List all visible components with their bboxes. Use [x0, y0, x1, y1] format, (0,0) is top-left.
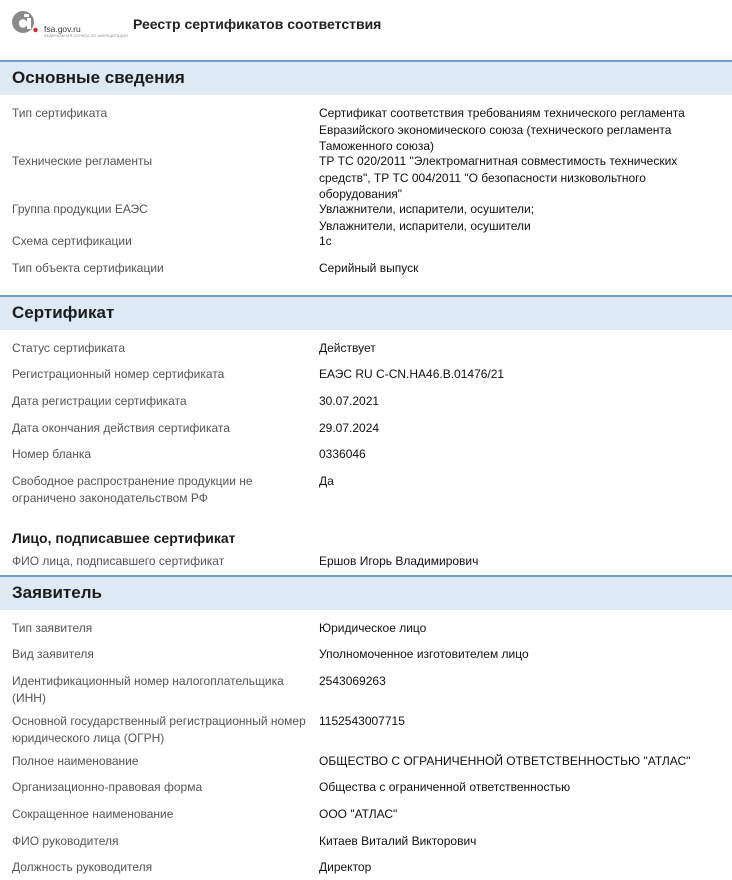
field-value: Директор	[319, 860, 372, 874]
field-value: Увлажнители, испарители, осушители; Увлажнители, испарители, осушители	[319, 202, 535, 233]
field-value: 1152543007715	[319, 714, 405, 728]
field-label: Свободное распространение продукции не ограничено законодательством РФ	[12, 474, 253, 505]
field-label: ФИО руководителя	[12, 834, 119, 848]
field-label: Тип сертификата	[12, 106, 108, 120]
field-label: Основной государственный регистрационный номер юридического лица (ОГРН)	[12, 714, 306, 745]
field-label: Сокращенное наименование	[12, 807, 174, 821]
field-value: 29.07.2024	[319, 421, 380, 435]
field-label: Регистрационный номер сертификата	[12, 367, 225, 381]
fsa-logo-icon	[10, 9, 40, 35]
field-label: Номер бланка	[12, 447, 92, 461]
field-value: Сертификат соответствия требованиям технического регламента Евразийского экономического союза (технического регламента Таможенного союза)	[319, 106, 685, 153]
section-header-basic	[0, 60, 732, 95]
section-divider	[0, 295, 732, 297]
section-title-applicant: Заявитель	[12, 583, 102, 602]
field-value: 2543069263	[319, 674, 386, 688]
field-label: Схема сертификации	[12, 234, 132, 248]
section-title-basic: Основные сведения	[12, 68, 185, 87]
page-header	[0, 0, 732, 50]
field-label: Организационно-правовая форма	[12, 780, 203, 794]
field-value: Уполномоченное изготовителем лицо	[319, 647, 529, 661]
field-value: ООО "АТЛАС"	[319, 807, 398, 821]
field-value: 0336046	[319, 447, 366, 461]
fsa-logo	[10, 9, 128, 41]
field-value: Серийный выпуск	[319, 261, 419, 275]
field-label: Вид заявителя	[12, 647, 94, 661]
field-value: ТР ТС 020/2011 "Электромагнитная совместимость технических средств", ТР ТС 004/2011 "О безопасности низковольтного оборудования"	[319, 154, 678, 201]
section-divider	[0, 60, 732, 62]
page-title: Реестр сертификатов соответствия	[133, 16, 382, 32]
field-label: Тип заявителя	[12, 621, 93, 635]
logo-subtitle: ФЕДЕРАЛЬНАЯ СЛУЖБА ПО АККРЕДИТАЦИИ	[44, 34, 128, 38]
field-value: Китаев Виталий Викторович	[319, 834, 477, 848]
field-label: Полное наименование	[12, 754, 139, 768]
field-label: Группа продукции ЕАЭС	[12, 202, 148, 216]
field-label: Тип объекта сертификации	[12, 261, 164, 275]
field-value: ЕАЭС RU С-CN.НА46.В.01476/21	[319, 367, 505, 381]
field-value: 30.07.2021	[319, 394, 380, 408]
field-label: Технические регламенты	[12, 154, 153, 168]
section-title-certificate: Сертификат	[12, 303, 115, 322]
field-label: Дата регистрации сертификата	[12, 394, 187, 408]
field-value: ОБЩЕСТВО С ОГРАНИЧЕННОЙ ОТВЕТСТВЕННОСТЬЮ "АТЛАС"	[319, 754, 691, 768]
field-label: Должность руководителя	[12, 860, 153, 874]
field-value: Общества с ограниченной ответственностью	[319, 780, 571, 794]
section-header-certificate	[0, 295, 732, 330]
field-label: Идентификационный номер налогоплательщика (ИНН)	[12, 674, 284, 705]
field-label: Статус сертификата	[12, 341, 126, 355]
section-divider	[0, 575, 732, 577]
logo-domain: fsa.gov.ru	[44, 24, 81, 34]
section-header-applicant	[0, 575, 732, 610]
field-value: Ершов Игорь Владимирович	[319, 554, 479, 568]
field-value: Юридическое лицо	[319, 621, 427, 635]
field-value: Да	[319, 474, 334, 488]
subsection-title-signer: Лицо, подписавшее сертификат	[12, 530, 236, 546]
field-value: 1с	[319, 234, 332, 248]
field-value: Действует	[319, 341, 376, 355]
field-label: Дата окончания действия сертификата	[12, 421, 230, 435]
field-label: ФИО лица, подписавшего сертификат	[12, 554, 225, 568]
